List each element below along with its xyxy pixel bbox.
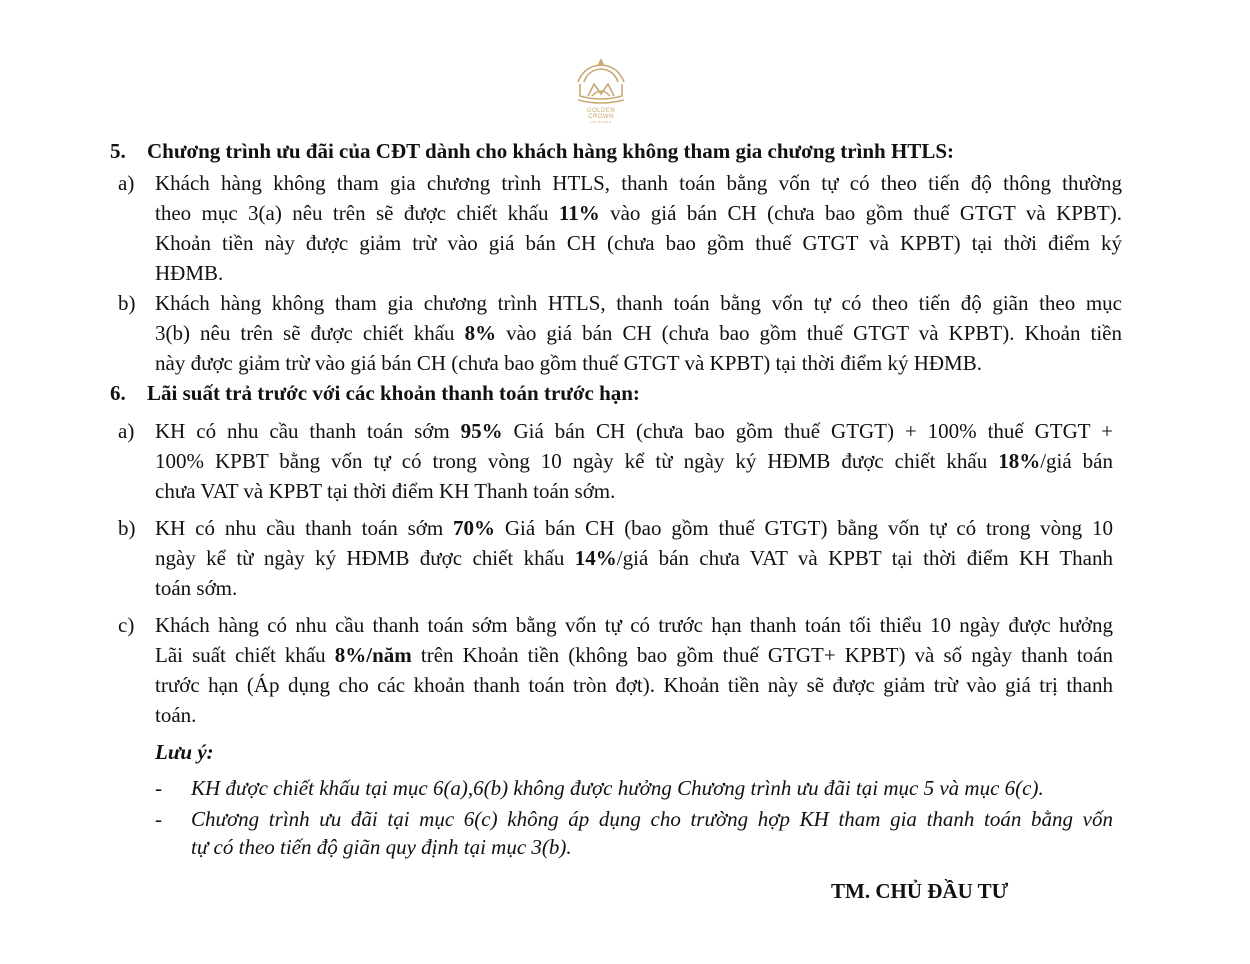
section-6c-line-3: trước hạn (Áp dụng cho các khoản thanh toán tròn đợt). Khoản tiền này sẽ được giảm trừ vào giá trị thanh	[155, 673, 1113, 697]
section-6-title: Lãi suất trả trước với các khoản thanh toán trước hạn:	[147, 381, 640, 405]
section-6a-line-2: 100% KPBT bằng vốn tự có trong vòng 10 ngày kể từ ngày ký HĐMB được chiết khấu 18%/giá bán	[155, 449, 1114, 473]
discount-18-percent: 18%	[998, 449, 1041, 473]
early-pay-95-percent: 95%	[460, 419, 503, 443]
section-5a-marker: a)	[118, 171, 135, 195]
section-5a-line-3: Khoản tiền này được giảm trừ vào giá bán CH (chưa bao gồm thuế GTGT và KPBT) tại thời điểm ký	[155, 231, 1122, 255]
section-5-number: 5.	[110, 139, 126, 163]
logo-line-crown: CROWN	[588, 114, 614, 120]
section-5b-marker: b)	[118, 291, 136, 315]
section-5b-line-3: này được giảm trừ vào giá bán CH (chưa bao gồm thuế GTGT và KPBT) tại thời điểm ký HĐMB.	[155, 351, 982, 375]
section-6b-line-3: toán sớm.	[155, 576, 238, 600]
section-6a-marker: a)	[118, 419, 135, 443]
discount-8-percent: 8%	[464, 321, 497, 345]
section-6a-line-1: KH có nhu cầu thanh toán sớm 95% Giá bán CH (chưa bao gồm thuế GTGT) + 100% thuế GTGT +	[155, 419, 1113, 443]
section-6a-line-3: chưa VAT và KPBT tại thời điểm KH Thanh toán sớm.	[155, 479, 616, 503]
section-5a-line-1: Khách hàng không tham gia chương trình HTLS, thanh toán bằng vốn tự có theo tiến độ thông thường	[155, 171, 1122, 195]
discount-11-percent: 11%	[558, 201, 600, 225]
note-bullet-2: -	[155, 807, 162, 831]
section-6c-line-1: Khách hàng có nhu cầu thanh toán sớm bằng vốn tự có trước hạn thanh toán tối thiểu 10 ngày được hưởng	[155, 613, 1113, 637]
logo-line-golden: GOLDEN	[586, 108, 616, 114]
interest-8-percent-year: 8%/năm	[334, 643, 412, 667]
section-5-title: Chương trình ưu đãi của CĐT dành cho khách hàng không tham gia chương trình HTLS:	[147, 139, 954, 163]
note-item-2-line-2: tự có theo tiến độ giãn quy định tại mục 3(b).	[191, 835, 572, 859]
section-5a-line-2: theo mục 3(a) nêu trên sẽ được chiết khấu 11% vào giá bán CH (chưa bao gồm thuế GTGT và KPBT).	[155, 201, 1122, 225]
note-title: Lưu ý:	[155, 740, 214, 764]
note-bullet-1: -	[155, 776, 162, 800]
section-5b-line-1: Khách hàng không tham gia chương trình HTLS, thanh toán bằng vốn tự có theo tiến độ giãn theo mục	[155, 291, 1122, 315]
section-6c-line-2: Lãi suất chiết khấu 8%/năm trên Khoản tiền (không bao gồm thuế GTGT+ KPBT) và số ngày thanh toán	[155, 643, 1113, 667]
section-6-number: 6.	[110, 381, 126, 405]
section-5b-line-2: 3(b) nêu trên sẽ được chiết khấu 8% vào giá bán CH (chưa bao gồm thuế GTGT và KPBT). Khoản tiền	[155, 321, 1122, 345]
discount-14-percent: 14%	[574, 546, 617, 570]
section-6c-marker: c)	[118, 613, 135, 637]
section-6b-line-2: ngày kể từ ngày ký HĐMB được chiết khấu 14%/giá bán chưa VAT và KPBT tại thời điểm KH Thanh	[155, 546, 1113, 570]
section-5a-line-4: HĐMB.	[155, 261, 224, 285]
section-6c-line-4: toán.	[155, 703, 197, 727]
section-6b-line-1: KH có nhu cầu thanh toán sớm 70% Giá bán CH (bao gồm thuế GTGT) bằng vốn tự có trong vòng 10	[155, 516, 1113, 540]
note-item-1: KH được chiết khấu tại mục 6(a),6(b) không được hưởng Chương trình ưu đãi tại mục 5 và mục 6(c).	[191, 776, 1044, 800]
section-6b-marker: b)	[118, 516, 136, 540]
note-item-2-line-1: Chương trình ưu đãi tại mục 6(c) không áp dụng cho trường hợp KH tham gia thanh toán bằng vốn	[191, 807, 1113, 831]
signature-title: TM. CHỦ ĐẦU TƯ	[831, 879, 1009, 903]
early-pay-70-percent: 70%	[453, 516, 496, 540]
logo-line-location: HAI PHONG	[590, 120, 612, 124]
